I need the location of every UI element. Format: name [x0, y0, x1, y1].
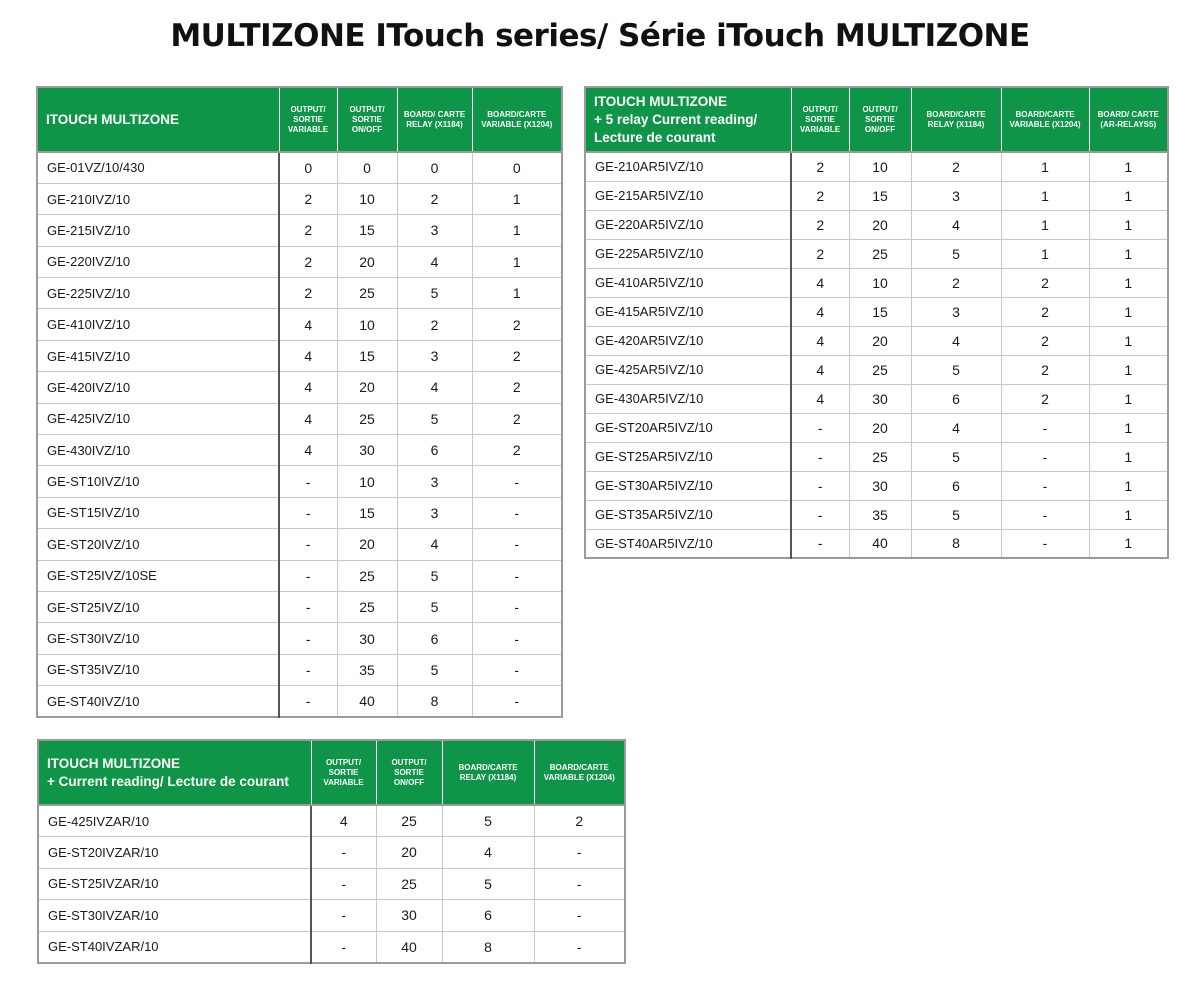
- value-cell: 1: [1001, 152, 1089, 181]
- value-cell: 4: [279, 435, 337, 466]
- table-row: [37, 183, 562, 214]
- value-cell: 4: [311, 805, 376, 837]
- value-cell: -: [279, 623, 337, 654]
- value-cell: 2: [911, 152, 1001, 181]
- model-cell: GE-425IVZ/10: [37, 403, 279, 434]
- value-cell: -: [1001, 529, 1089, 558]
- value-cell: -: [791, 442, 849, 471]
- page-title: MULTIZONE ITouch series/ Série iTouch MULTIZONE: [170, 18, 1030, 54]
- value-cell: 2: [279, 278, 337, 309]
- value-cell: -: [1001, 413, 1089, 442]
- table-row: [37, 152, 562, 183]
- spec-table-itouch-multizone-5-relay: [584, 86, 1169, 559]
- value-cell: -: [279, 686, 337, 717]
- value-cell: -: [576, 938, 582, 955]
- value-cell: 3: [397, 340, 472, 371]
- model-cell: GE-ST20AR5IVZ/10: [585, 413, 791, 442]
- value-cell: 10: [849, 268, 911, 297]
- value-cell: 15: [849, 181, 911, 210]
- table-row: [37, 623, 562, 654]
- value-cell: -: [1001, 442, 1089, 471]
- model-cell: GE-420IVZ/10: [37, 372, 279, 403]
- model-cell: GE-ST35IVZ/10: [37, 654, 279, 685]
- table-row: [38, 837, 625, 869]
- table-row: [585, 268, 1168, 297]
- table-row: [37, 435, 562, 466]
- value-cell: 4: [791, 355, 849, 384]
- value-cell: 4: [397, 529, 472, 560]
- table-row: [37, 686, 562, 717]
- value-cell: 2: [534, 805, 625, 837]
- value-cell: 8: [397, 686, 472, 717]
- model-cell: GE-ST30IVZ/10: [37, 623, 279, 654]
- value-cell: 2: [472, 372, 562, 403]
- value-cell: -: [279, 466, 337, 497]
- table-row: [37, 278, 562, 309]
- value-cell: 30: [337, 623, 397, 654]
- table-row: [37, 591, 562, 622]
- value-cell: 1: [472, 278, 562, 309]
- model-cell: GE-210IVZ/10: [37, 183, 279, 214]
- value-cell: 4: [442, 837, 534, 869]
- value-cell: -: [1001, 471, 1089, 500]
- value-cell: 1: [1001, 210, 1089, 239]
- value-cell: 1: [1089, 500, 1168, 529]
- value-cell: 40: [337, 686, 397, 717]
- table-row: [37, 529, 562, 560]
- model-cell: GE-01VZ/10/430: [37, 152, 279, 183]
- value-cell: 1: [1001, 239, 1089, 268]
- table-title-line: ITOUCH MULTIZONE: [46, 111, 179, 127]
- value-cell: 4: [397, 372, 472, 403]
- value-cell: 5: [397, 591, 472, 622]
- value-cell: 35: [849, 500, 911, 529]
- value-cell: 20: [376, 837, 442, 869]
- value-cell: 10: [849, 152, 911, 181]
- model-cell: GE-ST20IVZ/10: [37, 529, 279, 560]
- model-cell: GE-ST35AR5IVZ/10: [585, 500, 791, 529]
- table-body: [38, 805, 625, 963]
- value-cell: 1: [1089, 471, 1168, 500]
- value-cell: 1: [1089, 239, 1168, 268]
- value-cell: 6: [397, 623, 472, 654]
- value-cell: -: [791, 529, 849, 558]
- value-cell: -: [534, 837, 625, 869]
- table-body: [585, 152, 1168, 558]
- value-cell: -: [791, 500, 849, 529]
- value-cell: 25: [376, 805, 442, 837]
- table-row: [37, 403, 562, 434]
- value-cell: 15: [337, 340, 397, 371]
- column-header: BOARD/CARTE RELAY (X1184): [442, 740, 534, 805]
- value-cell: -: [472, 591, 562, 622]
- value-cell: 25: [337, 403, 397, 434]
- value-cell: 5: [397, 560, 472, 591]
- value-cell: 1: [1089, 442, 1168, 471]
- value-cell: 4: [791, 297, 849, 326]
- value-cell: 20: [337, 529, 397, 560]
- value-cell: 4: [911, 413, 1001, 442]
- table-row: [37, 466, 562, 497]
- value-cell: 5: [397, 278, 472, 309]
- model-cell: GE-ST25IVZ/10SE: [37, 560, 279, 591]
- model-cell: GE-425IVZAR/10: [38, 805, 311, 837]
- model-cell: GE-415AR5IVZ/10: [585, 297, 791, 326]
- model-cell: GE-415IVZ/10: [37, 340, 279, 371]
- table-title: [38, 740, 311, 805]
- model-cell: GE-ST40IVZ/10: [37, 686, 279, 717]
- value-cell: 2: [1001, 297, 1089, 326]
- value-cell: 3: [397, 466, 472, 497]
- value-cell: 4: [397, 246, 472, 277]
- value-cell: -: [311, 837, 376, 869]
- value-cell: 0: [397, 152, 472, 183]
- value-cell: 4: [279, 372, 337, 403]
- column-header: OUTPUT/ SORTIE VARIABLE: [311, 740, 376, 805]
- column-header: BOARD/ CARTE RELAY (X1184): [397, 87, 472, 152]
- value-cell: 25: [337, 591, 397, 622]
- value-cell: 5: [442, 868, 534, 900]
- value-cell: 25: [849, 239, 911, 268]
- value-cell: 15: [849, 297, 911, 326]
- value-cell: 5: [911, 239, 1001, 268]
- value-cell: 4: [911, 326, 1001, 355]
- value-cell: -: [534, 868, 625, 900]
- value-cell: 2: [397, 309, 472, 340]
- model-cell: GE-420AR5IVZ/10: [585, 326, 791, 355]
- value-cell: 1: [1089, 268, 1168, 297]
- value-cell: -: [1001, 500, 1089, 529]
- value-cell: 1: [472, 183, 562, 214]
- value-cell: 10: [337, 183, 397, 214]
- table-row: [37, 309, 562, 340]
- column-header: BOARD/CARTE VARIABLE (X1204): [534, 740, 625, 805]
- value-cell: 30: [376, 900, 442, 932]
- table-header-row: [585, 87, 1168, 152]
- value-cell: 1: [1124, 535, 1133, 552]
- value-cell: 6: [397, 435, 472, 466]
- value-cell: 3: [397, 215, 472, 246]
- value-cell: 35: [337, 654, 397, 685]
- model-cell: GE-225IVZ/10: [37, 278, 279, 309]
- table-row: [585, 442, 1168, 471]
- model-cell: GE-ST10IVZ/10: [37, 466, 279, 497]
- value-cell: 5: [397, 403, 472, 434]
- model-cell: GE-ST40AR5IVZ/10: [585, 529, 791, 558]
- table-title-line: ITOUCH MULTIZONE: [47, 755, 180, 771]
- table-row: [585, 384, 1168, 413]
- value-cell: 1: [1089, 355, 1168, 384]
- column-header: BOARD/CARTE VARIABLE (X1204): [1001, 87, 1089, 152]
- value-cell: -: [311, 931, 376, 963]
- value-cell: 3: [911, 297, 1001, 326]
- table-title: [585, 87, 791, 152]
- value-cell: 0: [337, 152, 397, 183]
- value-cell: 20: [337, 372, 397, 403]
- value-cell: 2: [279, 215, 337, 246]
- value-cell: 6: [442, 900, 534, 932]
- table-row: [38, 805, 625, 837]
- value-cell: 5: [911, 355, 1001, 384]
- value-cell: 1: [1089, 297, 1168, 326]
- value-cell: 10: [337, 309, 397, 340]
- value-cell: -: [279, 654, 337, 685]
- model-cell: GE-ST30IVZAR/10: [38, 900, 311, 932]
- table-row: [38, 900, 625, 932]
- model-cell: GE-ST40IVZAR/10: [38, 931, 311, 963]
- table-row: [37, 497, 562, 528]
- value-cell: 3: [397, 497, 472, 528]
- value-cell: -: [311, 868, 376, 900]
- table-row: [585, 355, 1168, 384]
- value-cell: 20: [849, 210, 911, 239]
- model-cell: GE-220AR5IVZ/10: [585, 210, 791, 239]
- model-cell: GE-225AR5IVZ/10: [585, 239, 791, 268]
- table-title: [37, 87, 279, 152]
- table-subtitle-line: + Current reading/ Lecture de courant: [47, 773, 289, 789]
- value-cell: 4: [791, 384, 849, 413]
- value-cell: 0: [279, 152, 337, 183]
- value-cell: 8: [442, 931, 534, 963]
- column-header: BOARD/CARTE VARIABLE (X1204): [472, 87, 562, 152]
- value-cell: 5: [911, 442, 1001, 471]
- spec-table-itouch-multizone-current-reading: [37, 739, 626, 964]
- value-cell: 2: [791, 239, 849, 268]
- value-cell: 2: [911, 268, 1001, 297]
- value-cell: 5: [397, 654, 472, 685]
- table-title-line: ITOUCH MULTIZONE: [594, 93, 727, 109]
- table-row: [38, 931, 625, 963]
- table-row: [585, 529, 1168, 558]
- model-cell: GE-ST25IVZAR/10: [38, 868, 311, 900]
- table-header-row: [38, 740, 625, 805]
- value-cell: 25: [849, 355, 911, 384]
- model-cell: GE-ST25AR5IVZ/10: [585, 442, 791, 471]
- model-cell: GE-410IVZ/10: [37, 309, 279, 340]
- model-cell: GE-220IVZ/10: [37, 246, 279, 277]
- table-row: [37, 372, 562, 403]
- table-subtitle-line: + 5 relay Current reading/ Lecture de courant: [594, 111, 758, 145]
- value-cell: 8: [911, 529, 1001, 558]
- table-row: [37, 560, 562, 591]
- value-cell: 1: [1089, 181, 1168, 210]
- value-cell: 40: [376, 931, 442, 963]
- value-cell: -: [791, 413, 849, 442]
- value-cell: -: [791, 471, 849, 500]
- model-cell: GE-430AR5IVZ/10: [585, 384, 791, 413]
- value-cell: 5: [911, 500, 1001, 529]
- value-cell: 2: [279, 183, 337, 214]
- value-cell: 15: [337, 215, 397, 246]
- spec-table-itouch-multizone: [36, 86, 563, 718]
- value-cell: 15: [337, 497, 397, 528]
- value-cell: 1: [1089, 413, 1168, 442]
- value-cell: 1: [472, 215, 562, 246]
- value-cell: 4: [791, 268, 849, 297]
- value-cell: 2: [791, 181, 849, 210]
- value-cell: 2: [472, 435, 562, 466]
- value-cell: 1: [472, 246, 562, 277]
- table-row: [585, 471, 1168, 500]
- model-cell: GE-ST20IVZAR/10: [38, 837, 311, 869]
- column-header: OUTPUT/ SORTIE VARIABLE: [279, 87, 337, 152]
- value-cell: -: [472, 623, 562, 654]
- table-row: [37, 340, 562, 371]
- table-row: [585, 239, 1168, 268]
- value-cell: -: [472, 654, 562, 685]
- value-cell: 2: [1001, 384, 1089, 413]
- table-row: [585, 152, 1168, 181]
- column-header: BOARD/CARTE RELAY (X1184): [911, 87, 1001, 152]
- value-cell: 2: [1001, 268, 1089, 297]
- column-header: OUTPUT/ SORTIE ON/OFF: [337, 87, 397, 152]
- value-cell: 1: [1089, 152, 1168, 181]
- table-row: [585, 500, 1168, 529]
- value-cell: 0: [472, 152, 562, 183]
- value-cell: -: [279, 591, 337, 622]
- value-cell: -: [514, 693, 520, 710]
- value-cell: 2: [472, 403, 562, 434]
- model-cell: GE-215AR5IVZ/10: [585, 181, 791, 210]
- value-cell: -: [534, 900, 625, 932]
- value-cell: 1: [1089, 210, 1168, 239]
- value-cell: 1: [1001, 181, 1089, 210]
- model-cell: GE-ST25IVZ/10: [37, 591, 279, 622]
- value-cell: 25: [376, 868, 442, 900]
- model-cell: GE-410AR5IVZ/10: [585, 268, 791, 297]
- value-cell: 1: [1089, 384, 1168, 413]
- value-cell: 25: [337, 278, 397, 309]
- value-cell: 2: [472, 340, 562, 371]
- value-cell: 2: [791, 152, 849, 181]
- value-cell: -: [472, 529, 562, 560]
- value-cell: 20: [849, 326, 911, 355]
- model-cell: GE-430IVZ/10: [37, 435, 279, 466]
- value-cell: 4: [911, 210, 1001, 239]
- model-cell: GE-215IVZ/10: [37, 215, 279, 246]
- value-cell: -: [279, 529, 337, 560]
- table-row: [38, 868, 625, 900]
- value-cell: 2: [1001, 326, 1089, 355]
- value-cell: 25: [849, 442, 911, 471]
- value-cell: 4: [279, 340, 337, 371]
- value-cell: 2: [397, 183, 472, 214]
- value-cell: 20: [849, 413, 911, 442]
- table-row: [37, 215, 562, 246]
- model-cell: GE-ST30AR5IVZ/10: [585, 471, 791, 500]
- value-cell: 4: [279, 309, 337, 340]
- value-cell: 4: [279, 403, 337, 434]
- model-cell: GE-425AR5IVZ/10: [585, 355, 791, 384]
- value-cell: 2: [472, 309, 562, 340]
- value-cell: 5: [442, 805, 534, 837]
- value-cell: 20: [337, 246, 397, 277]
- table-row: [37, 246, 562, 277]
- value-cell: 30: [849, 384, 911, 413]
- value-cell: 2: [791, 210, 849, 239]
- column-header: OUTPUT/ SORTIE ON/OFF: [376, 740, 442, 805]
- column-header: OUTPUT/ SORTIE VARIABLE: [791, 87, 849, 152]
- value-cell: 6: [911, 384, 1001, 413]
- value-cell: 30: [337, 435, 397, 466]
- table-row: [585, 210, 1168, 239]
- value-cell: 2: [279, 246, 337, 277]
- model-cell: GE-210AR5IVZ/10: [585, 152, 791, 181]
- table-row: [37, 654, 562, 685]
- value-cell: 3: [911, 181, 1001, 210]
- table-body: [37, 152, 562, 717]
- value-cell: 1: [1089, 326, 1168, 355]
- column-header: BOARD/ CARTE (AR-RELAYS5): [1089, 87, 1168, 152]
- value-cell: 2: [1001, 355, 1089, 384]
- table-row: [585, 297, 1168, 326]
- table-row: [585, 181, 1168, 210]
- value-cell: -: [472, 466, 562, 497]
- value-cell: -: [472, 497, 562, 528]
- value-cell: -: [279, 560, 337, 591]
- value-cell: -: [311, 900, 376, 932]
- table-row: [585, 413, 1168, 442]
- value-cell: -: [279, 497, 337, 528]
- value-cell: 10: [337, 466, 397, 497]
- value-cell: 30: [849, 471, 911, 500]
- value-cell: 6: [911, 471, 1001, 500]
- table-row: [585, 326, 1168, 355]
- value-cell: 40: [849, 529, 911, 558]
- table-header-row: [37, 87, 562, 152]
- value-cell: 25: [337, 560, 397, 591]
- model-cell: GE-ST15IVZ/10: [37, 497, 279, 528]
- value-cell: 4: [791, 326, 849, 355]
- column-header: OUTPUT/ SORTIE ON/OFF: [849, 87, 911, 152]
- value-cell: -: [472, 560, 562, 591]
